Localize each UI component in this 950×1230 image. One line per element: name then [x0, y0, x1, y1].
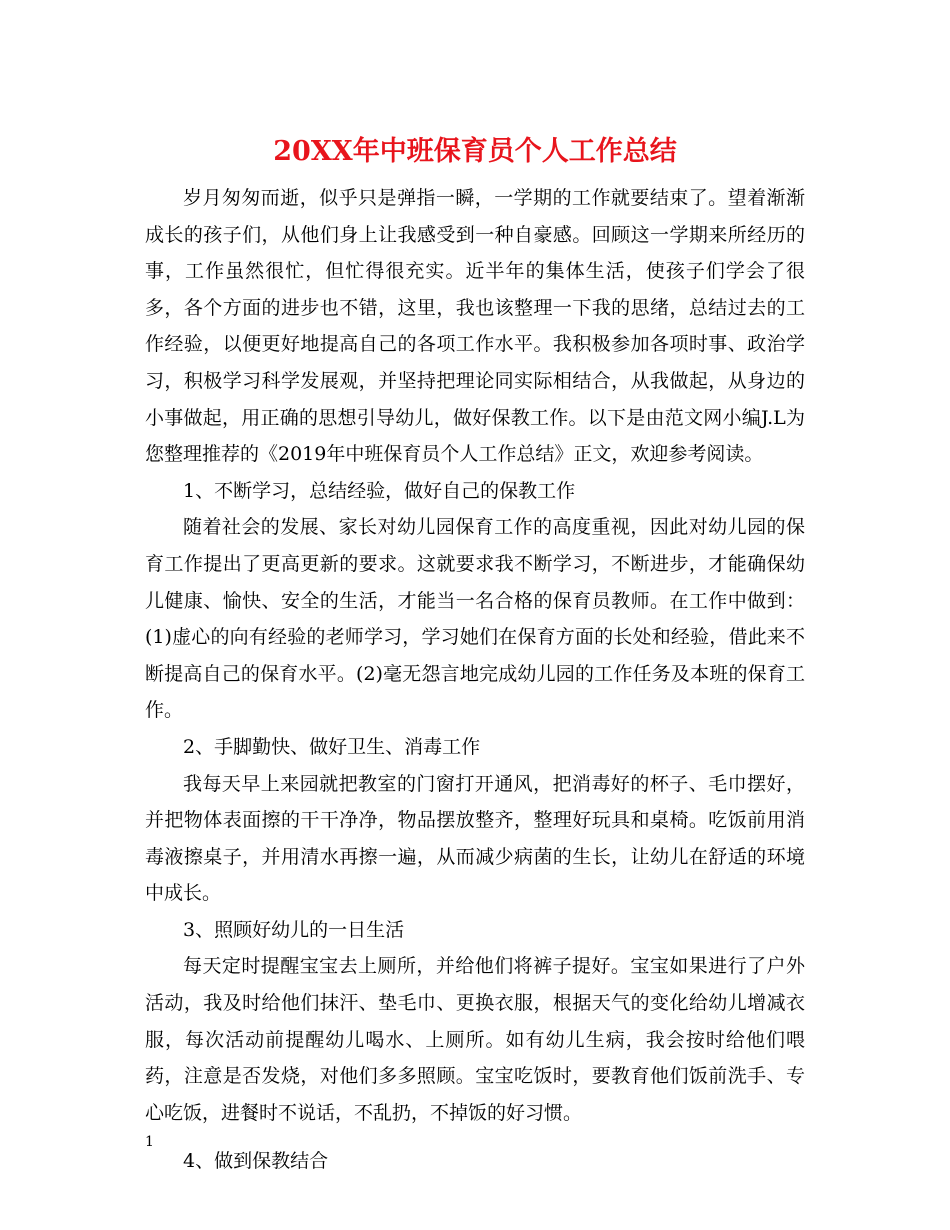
document-body: [145, 180, 805, 1180]
section-paragraph-3: 每天定时提醒宝宝去上厕所，并给他们将裤子提好。宝宝如果进行了户外活动，我及时给他们抹汗、垫毛巾、更换衣服，根据天气的变化给幼儿增减衣服，每次活动前提醒幼儿喝水、上厕所。如有幼儿生病，我会按时给他们喂药，注意是否发烧，对他们多多照顾。宝宝吃饭时，要教育他们饭前洗手、专心吃饭，进餐时不说话，不乱扔，不掉饭的好习惯。: [145, 955, 805, 1124]
section-heading-2: 2、手脚勤快、做好卫生、消毒工作: [183, 735, 481, 758]
section-spacer: [145, 1131, 805, 1143]
document-title: 20XX年中班保育员个人工作总结: [273, 136, 677, 167]
intro-paragraph: 岁月匆匆而逝，似乎只是弹指一瞬，一学期的工作就要结束了。望着渐渐成长的孩子们，从他们身上让我感受到一种自豪感。回顾这一学期来所经历的事，工作虽然很忙，但忙得很充实。近半年的集体生活，使孩子们学会了很多，各个方面的进步也不错，这里，我也该整理一下我的思绪，总结过去的工作经验，以便更好地提高自己的各项工作水平。我积极参加各项时事、政治学习，积极学习科学发展观，并坚持把理论同实际相结合，从我做起，从身边的小事做起，用正确的思想引导幼儿，做好保教工作。以下是由范文网小编J.L为您整理推荐的《2019年中班保育员个人工作总结》正文，欢迎参考阅读。: [145, 187, 805, 466]
section-heading-4: 4、做到保教结合: [183, 1150, 329, 1173]
section-heading-1: 1、不断学习，总结经验，做好自己的保教工作: [183, 479, 576, 502]
page-number: 1: [145, 1134, 154, 1150]
section-paragraph-1: 随着社会的发展、家长对幼儿园保育工作的高度重视，因此对幼儿园的保育工作提出了更高更新的要求。这就要求我不断学习，不断进步，才能确保幼儿健康、愉快、安全的生活，才能当一名合格的保育员教师。在工作中做到：(1)虚心的向有经验的老师学习，学习她们在保育方面的长处和经验，借此来不断提高自己的保育水平。(2)毫无怨言地完成幼儿园的工作任务及本班的保育工作。: [145, 516, 805, 722]
section-paragraph-2: 我每天早上来园就把教室的门窗打开通风，把消毒好的杯子、毛巾摆好，并把物体表面擦的干干净净，物品摆放整齐，整理好玩具和桌椅。吃饭前用消毒液擦桌子，并用清水再擦一遍，从而减少病菌的生长，让幼儿在舒适的环境中成长。: [145, 772, 805, 905]
section-heading-3: 3、照顾好幼儿的一日生活: [183, 918, 405, 941]
